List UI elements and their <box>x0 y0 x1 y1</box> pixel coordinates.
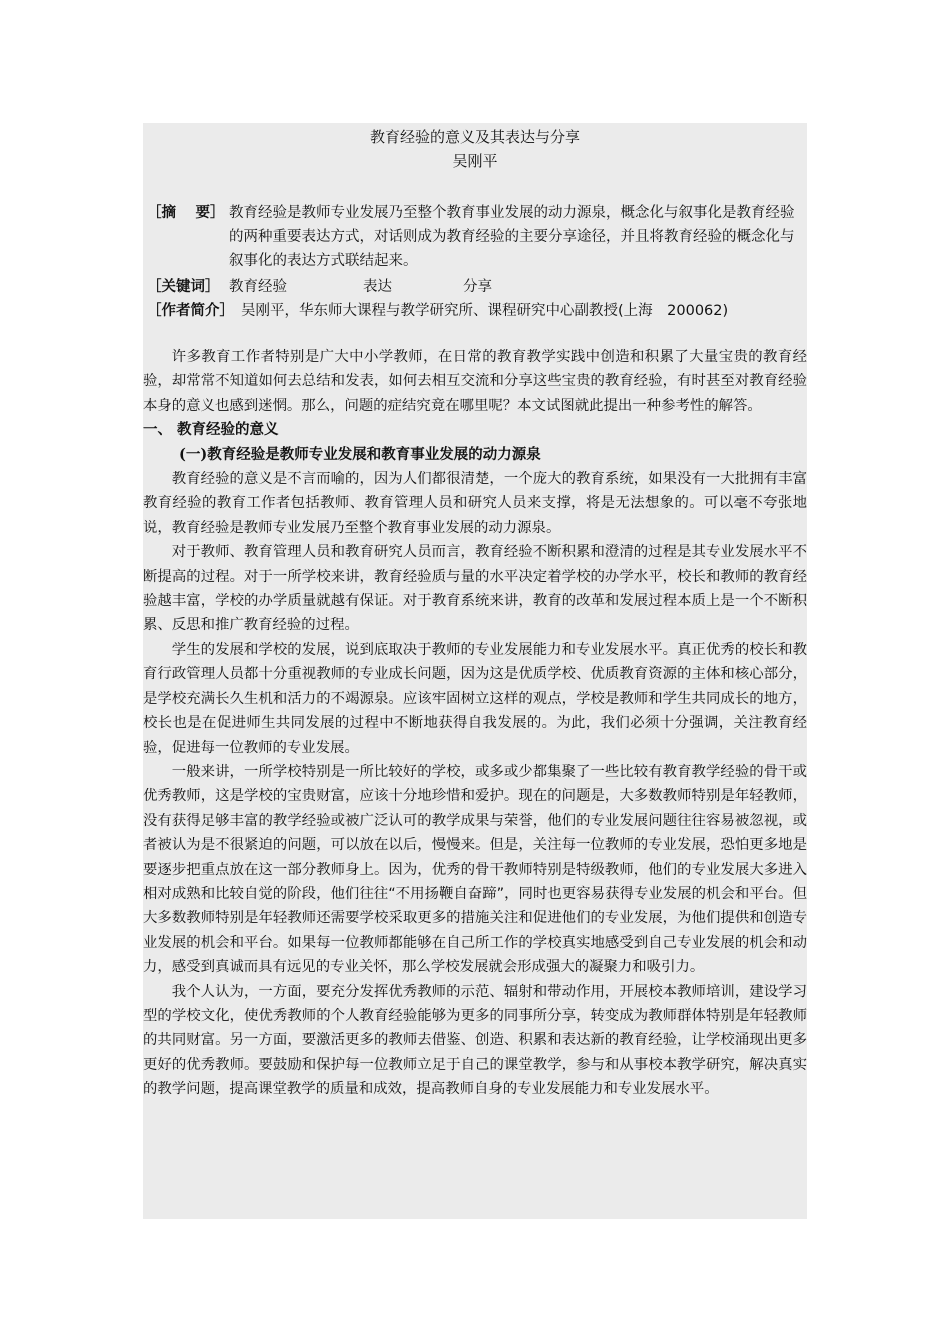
author-bio-label: ［作者简介］ <box>147 303 234 319</box>
body-paragraph: 教育经验的意义是不言而喻的，因为人们都很清楚，一个庞大的教育系统，如果没有一大批拥有丰富教育经验的教育工作者包括教师、教育管理人员和研究人员来支撑，将是无法想象的。可以毫不夸张地说，教育经验是教师专业发展乃至整个教育事业发展的动力源泉。 <box>143 471 807 536</box>
keyword-item: 表达 <box>363 279 392 295</box>
document-title: 教育经验的意义及其表达与分享 <box>369 128 580 146</box>
document-page <box>143 123 807 1219</box>
author-bio-text: 吴刚平，华东师大课程与教学研究所、课程研究中心副教授(上海 200062) <box>241 303 729 319</box>
document-author: 吴刚平 <box>452 152 498 170</box>
subsection-heading: (一)教育经验是教师专业发展和教育事业发展的动力源泉 <box>179 445 541 463</box>
intro-paragraph: 许多教育工作者特别是广大中小学教师，在日常的教育教学实践中创造和积累了大量宝贵的教育经验，却常常不知道如何去总结和发表，如何去相互交流和分享这些宝贵的教育经验，有时甚至对教育经验本身的意义也感到迷惘。那么，问题的症结究竟在哪里呢？本文试图就此提出一种参考性的解答。 <box>143 349 807 414</box>
body-paragraph: 对于教师、教育管理人员和教育研究人员而言，教育经验不断积累和澄清的过程是其专业发展水平不断提高的过程。对于一所学校来讲，教育经验质与量的水平决定着学校的办学水平，校长和教师的教育经验越丰富，学校的办学质量就越有保证。对于教育系统来讲，教育的改革和发展过程本质上是一个不断积累、反思和推广教育经验的过程。 <box>143 544 807 634</box>
keywords-label: ［关键词］ <box>147 279 220 295</box>
abstract-label: ［摘 要］ <box>147 205 225 221</box>
body-paragraph: 学生的发展和学校的发展，说到底取决于教师的专业发展能力和专业发展水平。真正优秀的校长和教育行政管理人员都十分重视教师的专业成长问题，因为这是优质学校、优质教育资源的主体和核心部分，是学校充满长久生机和活力的不竭源泉。应该牢固树立这样的观点，学校是教师和学生共同成长的地方，校长也是在促进师生共同发展的过程中不断地获得自我发展的。为此，我们必须十分强调，关注教育经验，促进每一位教师的专业发展。 <box>143 641 807 756</box>
article-body <box>143 345 807 1102</box>
body-paragraph: 一般来讲，一所学校特别是一所比较好的学校，或多或少都集聚了一些比较有教育教学经验的骨干或优秀教师，这是学校的宝贵财富，应该十分地珍惜和爱护。现在的问题是，大多数教师特别是年轻教师，没有获得足够丰富的教学经验或被广泛认可的教学成果与荣誉，他们的专业发展问题往往容易被忽视，或者被认为是不很紧迫的问题，可以放在以后，慢慢来。但是，关注每一位教师的专业发展，恐怕更多地是要逐步把重点放在这一部分教师身上。因为，优秀的骨干教师特别是特级教师，他们的专业发展大多进入相对成熟和比较自觉的阶段，他们往往“不用扬鞭自奋蹄”，同时也更容易获得专业发展的机会和平台。但大多数教师特别是年轻教师还需要学校采取更多的措施关注和促进他们的专业发展，为他们提供和创造专业发展的机会和平台。如果每一位教师都能够在自己所工作的学校真实地感受到自己专业发展的机会和动力，感受到真诚而具有远见的专业关怀，那么学校发展就会形成强大的凝聚力和吸引力。 <box>143 763 807 976</box>
body-paragraph: 我个人认为，一方面，要充分发挥优秀教师的示范、辐射和带动作用，开展校本教师培训，建设学习型的学校文化，使优秀教师的个人教育经验能够为更多的同事所分享，转变成为教师群体特别是年轻教师的共同财富。另一方面，要激活更多的教师去借鉴、创造、积累和表达新的教育经验，让学校涌现出更多更好的优秀教师。要鼓励和保护每一位教师立足于自己的课堂教学，参与和从事校本教学研究，解决真实的教学问题，提高课堂教学的质量和成效，提高教师自身的专业发展能力和专业发展水平。 <box>143 983 807 1098</box>
keyword-item: 教育经验 <box>229 279 287 295</box>
abstract-text: 教育经验是教师专业发展乃至整个教育事业发展的动力源泉，概念化与叙事化是教育经验的两种重要表达方式，对话则成为教育经验的主要分享途径，并且将教育经验的概念化与叙事化的表达方式联结起来。 <box>229 205 795 269</box>
section-heading: 一、 教育经验的意义 <box>143 421 279 439</box>
keyword-item: 分享 <box>463 279 492 295</box>
